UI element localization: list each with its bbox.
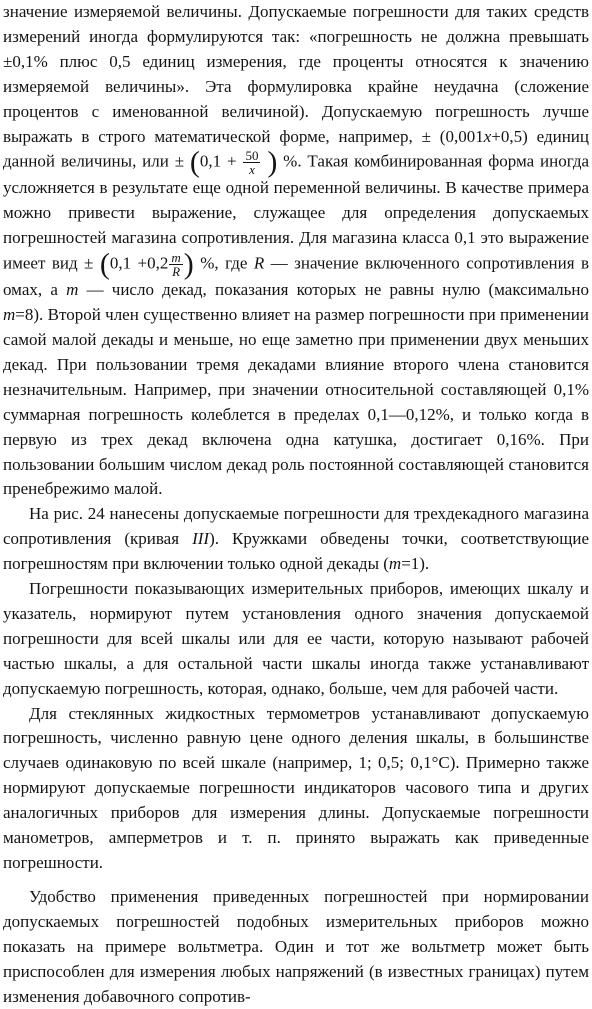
text-run: =1).	[401, 554, 430, 574]
paren-open: (	[189, 145, 200, 179]
text-run: — число декад, показания которых не равны нулю (максимально	[78, 280, 589, 300]
fraction-50-over-x	[243, 149, 260, 176]
variable-r: R	[253, 253, 265, 273]
paragraph-voltmeter-example: Удобство применения приведенных погрешностей при нормировании допускаемых погрешностей подобных измерительных приборов можно показать на примере вольтметра. Один и тот же вольтметр может быть приспособлен для измерения любых напряжений (в известных границах) путем изменения добавочного сопротив-	[3, 886, 589, 1006]
variable-x: x	[483, 126, 492, 146]
paragraph-thermometers: Для стеклянных жидкостных термометров устанавливают допускаемую погрешность, численно равную цене одного деления шкалы, в большинстве случаев одинаковую по всей шкале (например, 1; 0,5; 0,1°С). Примерно также нормируют допускаемые погрешности индикаторов часового типа и других аналогичных приборов для измерения длины. Допускаемые погрешности манометров, амперметров и т. п. принято выражать как приведенные погрешности.	[3, 703, 589, 872]
text-run: где	[225, 253, 254, 273]
paragraph-indicating-instruments: Погрешности показывающих измерительных приборов, имеющих шкалу и указатель, нормируют путем установления одного значения допускаемой погрешности для всей шкалы или для ее части, которую называют рабочей частью шкалы, а для остальной части шкалы иногда также устанавливают допускаемую погрешность, которая, однако, больше, чем для рабочей части.	[3, 579, 589, 698]
fraction-numerator: 50	[245, 148, 259, 164]
fraction-numerator: m	[171, 250, 181, 266]
fraction-denominator: R	[172, 264, 181, 280]
text-run: На рис. 24 нанесены допускаемые погрешности для трехдекадного магазина сопротивления (кривая	[3, 504, 589, 549]
fraction-denominator: x	[249, 162, 255, 178]
text-run: ). Кружками обведены точки, соответствующие погрешностям при включении только одной декады (	[3, 529, 589, 574]
paren-close: )	[183, 247, 194, 281]
paren-close: )	[267, 145, 278, 179]
text-run: 0,1 +	[199, 151, 237, 171]
text-run: =8). Второй член существенно влияет на размер погрешности при применении самой малой декады и меньше, но еще заметно при применении двух меньших декад. При пользовании тремя декадами влияние второго члена становится незначительным. Например, при значении относительной составляющей 0,1% суммарная погрешность колеблется в пределах 0,1—0,12%, и только когда в первую из трех декад включена одна катушка, достигает 0,16%. При пользовании большим числом декад роль постоянной составляющей становится пренебрежимо малой.	[3, 305, 589, 499]
text-run: значение измеряемой величины. Допускаемые погрешности для таких средств измерений иногда формулируются так: «погрешность не должна превышать ±0,1% плюс 0,5 единиц измерения, где проценты относятся к значению измеряемой величины». Эта формулировка крайне неудачна (сложение процентов с именованной величиной). Допускаемую погрешность лучше выражать в строго математической форме, например, ± (0,001	[3, 2, 589, 146]
fraction-m-over-r	[169, 251, 182, 278]
paren-open: (	[99, 247, 110, 281]
curve-label: III	[192, 529, 210, 549]
text-run: 0,1 +0,2	[109, 253, 169, 273]
variable-m: m	[3, 305, 16, 325]
paragraph-tolerance-formulation	[3, 0, 589, 502]
variable-m: m	[66, 280, 79, 300]
text-run: +0,5) единиц данной величины, или ±	[3, 126, 589, 171]
variable-m: m	[388, 554, 402, 574]
paragraph-figure-24	[3, 502, 589, 577]
text-run: %,	[193, 253, 219, 273]
text-run: %. Такая комбинированная форма иногда усложняется в результате еще одной переменной величины. В качестве примера можно привести выражение, служащее для определения допускаемых погрешностей магазина сопротивления. Для магазина класса 0,1 это выражение имеет вид ±	[3, 151, 590, 273]
document-page	[3, 0, 589, 1009]
text-run: — значение включенного сопротивления в омах, а	[3, 253, 590, 300]
